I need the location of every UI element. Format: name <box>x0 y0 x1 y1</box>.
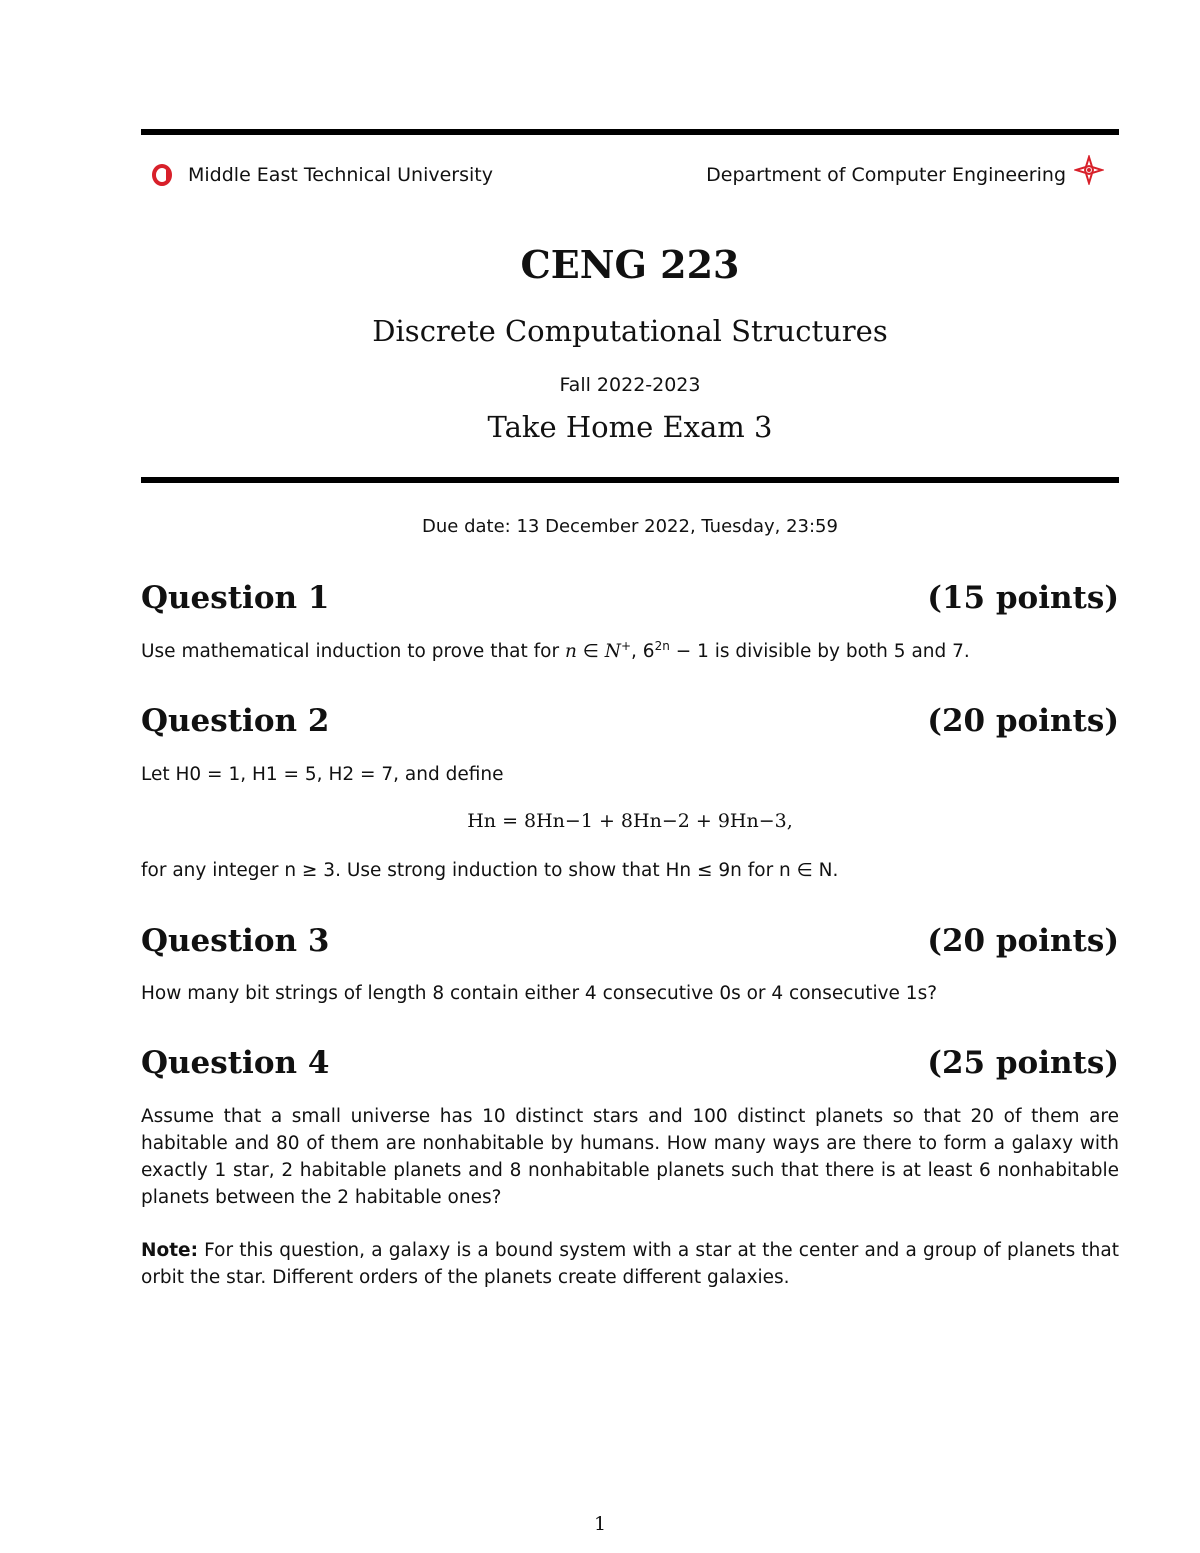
q1-text-part: , 6 <box>631 641 655 662</box>
q1-text-part: − 1 is divisible by both 5 and 7. <box>669 641 970 662</box>
department-name: Department of Computer Engineering <box>706 164 1066 186</box>
exam-title: Take Home Exam 3 <box>487 410 773 444</box>
question-4-heading <box>141 1045 1119 1081</box>
note-label: Note: <box>141 1240 198 1261</box>
q1-math-N: N <box>604 641 621 662</box>
question-3-heading <box>141 923 1119 959</box>
question-2-heading <box>141 703 1119 739</box>
q1-sup-plus: + <box>620 638 632 653</box>
course-name: Discrete Computational Structures <box>372 314 888 348</box>
question-3-title: Question 3 <box>141 923 330 959</box>
question-1-text <box>141 638 1119 665</box>
question-4-title: Question 4 <box>141 1045 330 1081</box>
question-2-points: (20 points) <box>927 703 1119 739</box>
note-text: For this question, a galaxy is a bound system with a star at the center and a group of planets that orbit the star. Different orders of the planets create different galaxies. <box>141 1240 1119 1288</box>
q1-text-part: Use mathematical induction to prove that for <box>141 641 565 662</box>
page-number: 1 <box>593 1513 607 1535</box>
question-2-intro: Let H0 = 1, H1 = 5, H2 = 7, and define <box>141 764 504 785</box>
due-date: Due date: 13 December 2022, Tuesday, 23:59 <box>422 516 838 537</box>
ceng-logo-icon <box>1074 155 1104 185</box>
course-code: CENG 223 <box>520 242 740 287</box>
question-1-points: (15 points) <box>927 580 1119 616</box>
term: Fall 2022-2023 <box>559 374 701 396</box>
question-2-text: for any integer n ≥ 3. Use strong induction to show that Hn ≤ 9n for n ∈ N. <box>141 860 839 881</box>
top-rule <box>141 129 1119 135</box>
question-4-note <box>141 1237 1119 1291</box>
q1-text-part: ∈ <box>576 641 605 662</box>
question-4-points: (25 points) <box>927 1045 1119 1081</box>
question-4-text: Assume that a small universe has 10 distinct stars and 100 distinct planets so that 20 of them are habitable and 80 of them are nonhabitable by humans. How many ways are there to form a galaxy with exactly 1 star, 2 habitable planets and 8 nonhabitable planets such that there is at least 6 nonhabitable planets between the 2 habitable ones? <box>141 1106 1119 1208</box>
university-header <box>152 164 493 186</box>
question-1-heading <box>141 580 1119 616</box>
q1-math-n: n <box>564 641 577 662</box>
question-3-points: (20 points) <box>927 923 1119 959</box>
middle-rule <box>141 477 1119 483</box>
question-2-title: Question 2 <box>141 703 330 739</box>
department-header <box>706 164 1104 186</box>
question-2-equation: Hn = 8Hn−1 + 8Hn−2 + 9Hn−3, <box>467 810 793 832</box>
university-name: Middle East Technical University <box>188 164 493 186</box>
question-3-text: How many bit strings of length 8 contain either 4 consecutive 0s or 4 consecutive 1s? <box>141 983 938 1004</box>
metu-logo-icon <box>152 164 178 186</box>
q1-sup-exponent: 2n <box>654 638 670 653</box>
question-1-title: Question 1 <box>141 580 330 616</box>
